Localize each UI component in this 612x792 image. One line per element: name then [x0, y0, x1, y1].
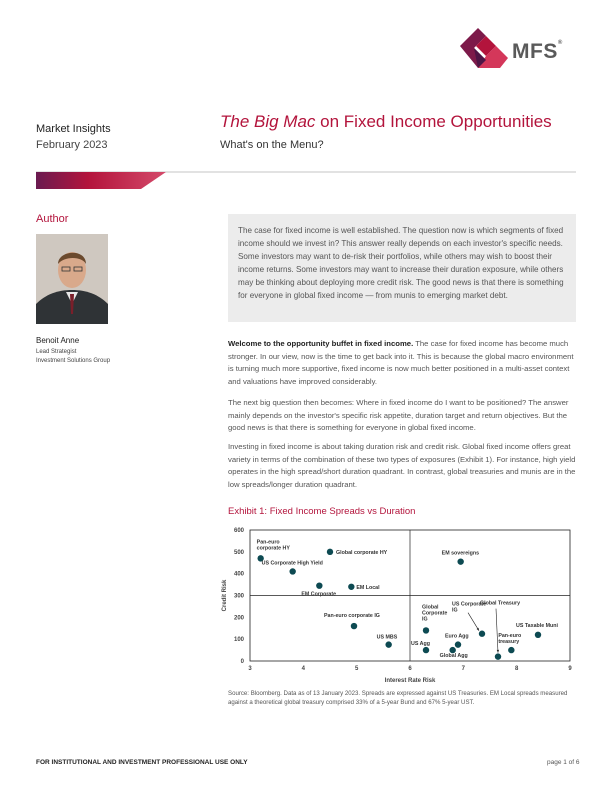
scatter-chart	[218, 522, 578, 690]
y-tick-label: 500	[233, 549, 244, 556]
x-axis-label: Interest Rate Risk	[384, 678, 436, 684]
y-tick-label: 0	[240, 659, 244, 665]
exhibit-title: Exhibit 1: Fixed Income Spreads vs Duration	[228, 506, 416, 517]
body-paragraph: The next big question then becomes: Where in fixed income do I want to be positioned? The answer mainly depends on the investor's specific risk appetite, duration target and return objectives. But the good news is that there is something for everyone in global fixed income.	[228, 398, 569, 433]
page-title	[220, 112, 552, 132]
y-tick-label: 100	[233, 637, 244, 644]
label-arrow	[496, 609, 498, 653]
data-point	[455, 641, 461, 647]
point-label: US MBS	[376, 634, 398, 641]
point-label: US Corporate IG	[452, 601, 487, 614]
chart-source-note: Source: Bloomberg. Data as of 13 January 2023. Spreads are expressed against US Treasuries. EM Local spreads measured against a theoretical global treasury comprised 33% of a 5-year Bund and 67% 5-year UST.	[228, 690, 568, 706]
data-point	[351, 623, 357, 629]
author-heading: Author	[36, 213, 69, 225]
point-label: EM Corporate	[301, 591, 337, 598]
body-paragraph	[228, 338, 577, 388]
author-role-line: Lead Strategist	[36, 349, 77, 355]
author-photo	[36, 234, 108, 324]
data-point	[423, 627, 429, 633]
y-axis-label: Credit Risk	[222, 579, 228, 612]
point-label: Global Agg	[439, 653, 468, 660]
x-tick-label: 3	[248, 666, 252, 672]
point-label: US Corporate High Yield	[261, 560, 323, 567]
header-banner	[36, 171, 576, 191]
page-subtitle: What's on the Menu?	[220, 139, 324, 151]
point-label: US Agg	[411, 641, 430, 648]
title-emphasis: The Big Mac	[220, 112, 316, 131]
data-point	[316, 582, 322, 588]
data-point	[457, 558, 463, 564]
point-label: EM Local	[356, 584, 380, 591]
data-point	[508, 647, 514, 653]
body-paragraph: Investing in fixed income is about taking duration risk and credit risk. Global fixed income offers great variety in terms of the combination of these two types of exposures (Exhibit 1). For instance, high yield operates in the high spread/short duration quadrant. In contrast, global treasuries and munis are in the low spreads/longer duration quadrant.	[228, 442, 576, 489]
data-point	[348, 584, 354, 590]
footer-disclaimer: FOR INSTITUTIONAL AND INVESTMENT PROFESSIONAL USE ONLY	[36, 759, 248, 766]
label-arrow	[468, 613, 479, 631]
point-label: Pan-euro corporate HY	[256, 539, 290, 552]
logo-text: MFS®	[512, 40, 563, 63]
x-tick-label: 6	[408, 666, 412, 672]
point-label: Pan-euro treasury	[498, 633, 522, 646]
x-tick-label: 7	[461, 666, 466, 672]
intro-callout: The case for fixed income is well established. The question now is which segments of fixed income should we invest in? This answer really depends on each investor's specific needs. Some investors may want to de-risk their portfolios, while others may wish to boost their income returns. Some investors may want to increase their duration exposure, while others may be thinking about deploying more credit risk. The good news is that there is something for everyone in global fixed income — from munis to emerging market debt.	[228, 214, 576, 322]
point-label: Global Corporate IG	[422, 604, 448, 623]
x-tick-label: 4	[301, 666, 306, 672]
point-label: Global corporate HY	[336, 549, 388, 556]
paragraph-text: The case for fixed income has become much stronger. In our view, now is the time to get back into it. This is because the global macro environment is turning much more supportive, fixed income is now much better positioned in a multi-asset context and valuations have improved considerably.	[228, 339, 574, 386]
point-label: US Taxable Muni	[516, 622, 558, 629]
author-role-line: Investment Solutions Group	[36, 358, 111, 364]
author-name: Benoit Anne	[36, 336, 80, 345]
data-point	[289, 568, 295, 574]
title-rest: on Fixed Income Opportunities	[315, 112, 552, 131]
data-point	[535, 632, 541, 638]
publish-date: February 2023	[36, 139, 108, 151]
data-point	[327, 549, 333, 555]
point-label: Global Treasury	[480, 600, 521, 607]
y-tick-label: 300	[233, 593, 244, 600]
data-point	[385, 641, 391, 647]
point-label: Euro Agg	[445, 633, 469, 640]
data-point	[423, 647, 429, 653]
paragraph-lead: Welcome to the opportunity buffet in fixed income.	[228, 339, 414, 348]
chart-points	[257, 539, 559, 659]
arrow-head	[497, 650, 499, 653]
data-point	[495, 653, 501, 659]
data-point	[479, 631, 485, 637]
x-tick-label: 9	[568, 666, 572, 672]
x-tick-label: 8	[514, 666, 519, 672]
chart-grid	[250, 530, 570, 661]
point-label: EM sovereigns	[441, 550, 480, 557]
y-tick-label: 400	[233, 571, 244, 578]
author-role	[36, 348, 110, 366]
y-tick-label: 200	[233, 615, 244, 622]
series-label: Market Insights	[36, 123, 111, 135]
x-tick-label: 5	[354, 666, 359, 672]
point-label: Pan-euro corporate IG	[324, 613, 380, 620]
y-tick-label: 600	[233, 528, 244, 534]
page-number: page 1 of 6	[547, 759, 580, 766]
